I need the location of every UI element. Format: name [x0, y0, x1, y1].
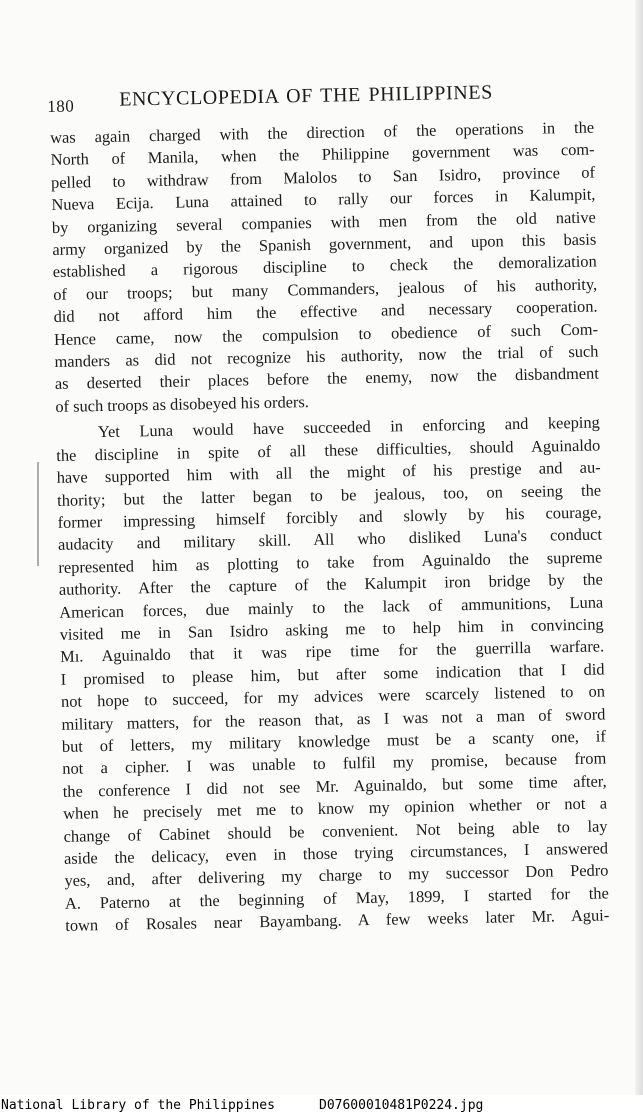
text-line: not a cipher. I was unable to fulfil my promise, because from	[62, 748, 607, 779]
text-line: have supported him with all the might of his prestige and au-	[56, 457, 601, 488]
image-filename: D07600010481P0224.jpg	[319, 1098, 484, 1113]
paragraph-1	[50, 117, 599, 419]
body-text	[50, 117, 609, 938]
text-line: military matters, for the reason that, as I was not a man of sword	[61, 704, 606, 734]
paragraph-2	[56, 412, 610, 938]
text-line: army organized by the Spanish government, and upon this basis	[52, 229, 597, 260]
text-line: as deserted their places before the enemy, now the disbandment	[54, 363, 600, 394]
text-line: Nueva Ecija. Luna attained to rally our forces in Kalumpit,	[51, 184, 596, 215]
text-line: did not afford him the effective and necessary cooperation.	[53, 296, 598, 327]
text-line: the conference I did not see Mr. Aguinaldo, but some time after,	[62, 771, 607, 801]
text-line: I promised to please him, but after some indication that I did	[60, 659, 605, 689]
page-header	[47, 79, 608, 122]
text-line: former impressing himself forcibly and slowly by his courage,	[57, 502, 602, 532]
text-line: when he precisely met me to know my opinion whether or not a	[63, 793, 608, 824]
margin-pencil-mark	[37, 462, 39, 566]
text-line: North of Manila, when the Philippine government was com-	[50, 139, 595, 170]
scan-footer	[0, 1095, 643, 1115]
text-line: established a rigorous discipline to check the demoralization	[52, 251, 597, 282]
running-head: ENCYCLOPEDIA OF THE PHILIPPINES	[118, 81, 494, 111]
text-line: American forces, due mainly to the lack of ammunitions, Luna	[59, 592, 604, 622]
text-line: A. Paterno at the beginning of May, 1899, I started for the	[64, 883, 609, 913]
text-line: not hope to succeed, for my advices were scarcely listened to on	[60, 681, 606, 712]
text-line: the discipline in spite of all these difficulties, should Aguinaldo	[56, 435, 601, 465]
page-number: 180	[47, 96, 75, 116]
text-line: was again charged with the direction of the operations in the	[50, 117, 595, 147]
text-line: of such troops as disobeyed his orders.	[55, 391, 310, 416]
text-line: represented him as plotting to take from Aguinaldo the supreme	[58, 547, 603, 577]
text-line: visited me in San Isidro asking me to help him in convincing	[59, 614, 604, 644]
text-line: authority. After the capture of the Kalumpit iron bridge by the	[58, 569, 603, 600]
text-line: town of Rosales near Bayambang. A few weeks later Mr. Agui-	[65, 905, 610, 936]
text-line: audacity and military skill. All who disliked Luna's conduct	[57, 524, 603, 555]
text-line: Yet Luna would have succeeded in enforcing and keeping	[97, 412, 600, 442]
text-line: Mı. Aguinaldo that it was ripe time for the guerrilla warfare.	[59, 636, 605, 667]
library-credit: National Library of the Philippines	[1, 1098, 275, 1113]
text-line: manders as did not recognize his authority, now the trial of such	[54, 341, 599, 372]
text-line: thority; but the latter began to be jealous, too, on seeing the	[56, 479, 602, 510]
page-edge-shadow	[635, 0, 643, 1095]
text-line: yes, and, after delivering my charge to my successor Don Pedro	[64, 860, 609, 891]
text-line: but of letters, my military knowledge must be a scanty one, if	[61, 726, 606, 756]
text-line: by organizing several companies with men from the old native	[51, 207, 597, 237]
text-line: Hence came, now the compulsion to obedience of such Com-	[53, 319, 599, 349]
text-line: aside the delicacy, even in those trying circumstances, I answered	[63, 838, 609, 868]
text-line: of our troops; but many Commanders, jealous of his authority,	[53, 274, 598, 304]
text-line: pelled to withdraw from Malolos to San Isidro, province of	[50, 162, 596, 192]
text-line: change of Cabinet should be convenient. Not being able to lay	[63, 816, 608, 846]
